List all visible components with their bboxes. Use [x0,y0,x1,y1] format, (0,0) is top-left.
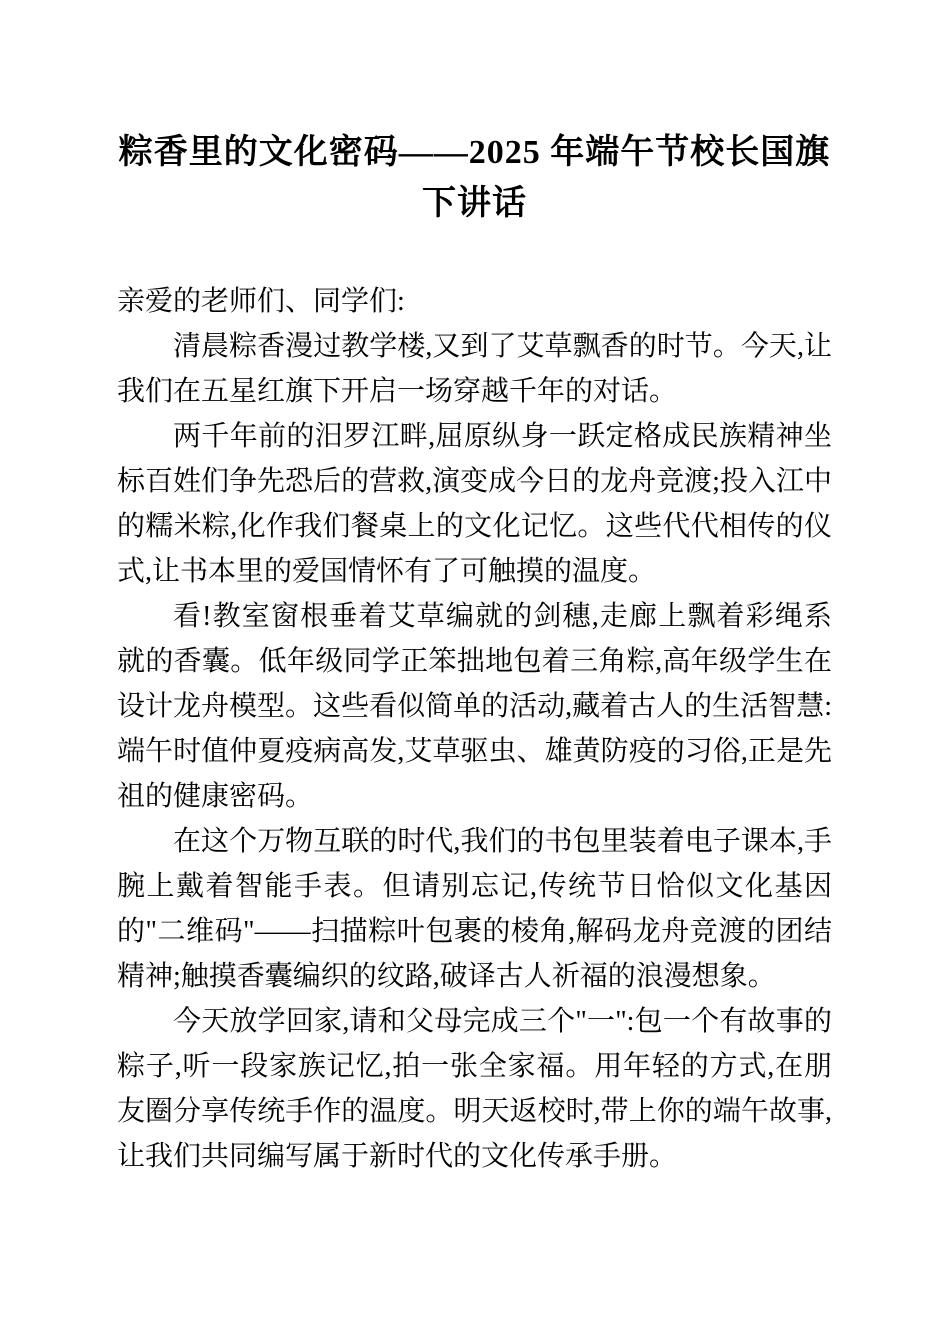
paragraph-campus-activities: 看!教室窗根垂着艾草编就的剑穗,走廊上飘着彩绳系就的香囊。低年级同学正笨拙地包着三角粽,高年级学生在设计龙舟模型。这些看似简单的活动,藏着古人的生活智慧:端午时值仲夏疫病高发,艾草驱虫、雄黄防疫的习俗,正是先祖的健康密码。 [117,601,832,812]
paragraph-greeting: 亲爱的老师们、同学们: [117,286,405,317]
paragraph-modern-era: 在这个万物互联的时代,我们的书包里装着电子课本,手腕上戴着智能手表。但请别忘记,传统节日恰似文化基因的"二维码"——扫描粽叶包裹的棱角,解码龙舟竞渡的团结精神;触摸香囊编织的纹路,破译古人祈福的浪漫想象。 [117,826,832,992]
paragraph-homework-tasks: 今天放学回家,请和父母完成三个"一":包一个有故事的粽子,听一段家族记忆,拍一张全家福。用年轻的方式,在朋友圈分享传统手作的温度。明天返校时,带上你的端午故事,让我们共同编写属于新时代的文化传承手册。 [117,1006,832,1172]
paragraph-history-quyuan: 两千年前的汨罗江畔,屈原纵身一跃定格成民族精神坐标百姓们争先恐后的营救,演变成今日的龙舟竞渡;投入江中的糯米粽,化作我们餐桌上的文化记忆。这些代代相传的仪式,让书本里的爱国情怀有了可触摸的温度。 [117,421,832,587]
document-title: 粽香里的文化密码——2025 年端午节校长国旗下讲话 [118,134,831,222]
document-body [117,279,832,1179]
paragraph-morning-scene: 清晨粽香漫过教学楼,又到了艾草飘香的时节。今天,让我们在五星红旗下开启一场穿越千年的对话。 [117,331,832,407]
